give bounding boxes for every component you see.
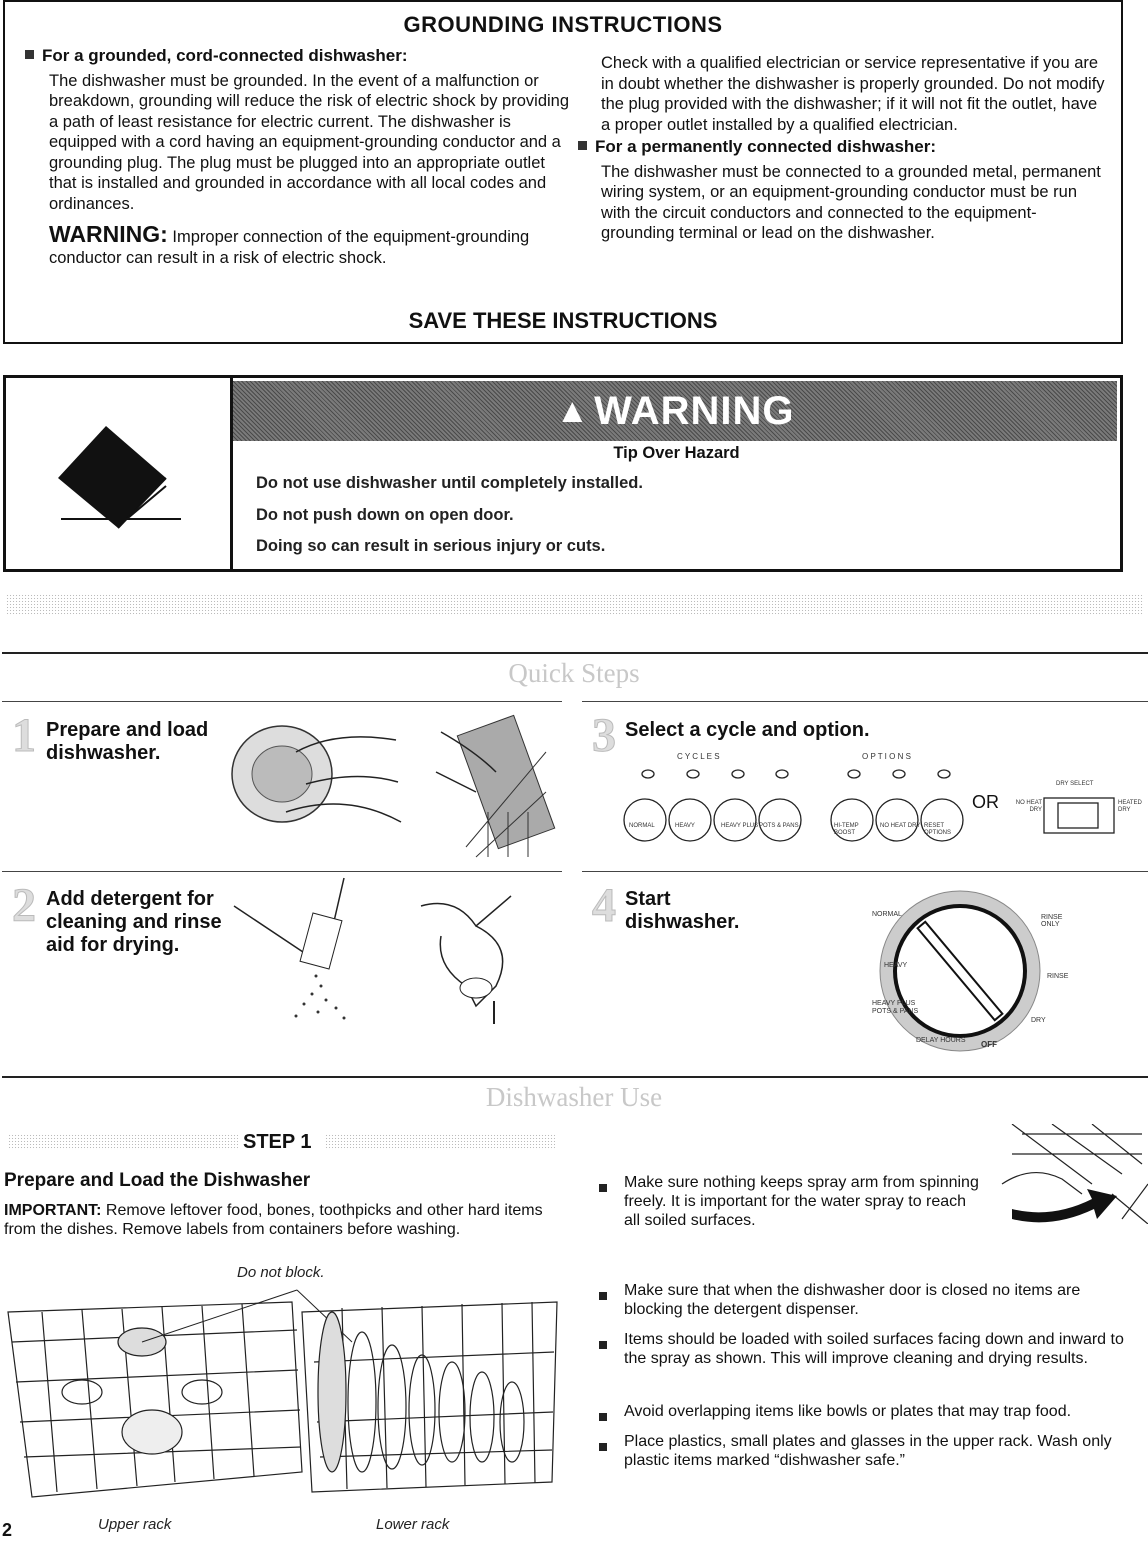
- step-3-text: Select a cycle and option.: [625, 719, 870, 741]
- warning-banner-text: WARNING: [594, 388, 795, 433]
- cord-heading: For a grounded, cord-connected dishwasher:: [42, 46, 408, 65]
- grounding-right-column: [578, 53, 1108, 244]
- tip-over-icon-cell: [6, 378, 233, 569]
- dry-select-label: DRY SELECT: [1056, 781, 1094, 787]
- option-button-labels: [834, 823, 974, 837]
- save-instructions: SAVE THESE INSTRUCTIONS: [408, 308, 718, 333]
- dial-label: HEAVY PLUS POTS & PANS: [872, 1000, 919, 1015]
- bullet-icon: [599, 1408, 607, 1426]
- control-panel-illustration: [600, 765, 1148, 860]
- step-4-text: Start dishwasher.: [625, 888, 740, 933]
- no-heat-dry-label: NO HEAT DRY: [1015, 800, 1042, 813]
- bullet-square-icon: [25, 50, 34, 59]
- step-number-2: 2: [12, 879, 36, 932]
- page-number: 2: [2, 1520, 13, 1540]
- warning-banner: [233, 381, 1117, 441]
- bullet-icon: [599, 1438, 607, 1456]
- divider: [582, 701, 1148, 702]
- dishwasher-use-rule: [2, 1076, 1148, 1078]
- quick-steps-title: Quick Steps: [508, 658, 640, 688]
- do-not-block-caption: Do not block.: [237, 1264, 325, 1281]
- bullet-icon: [599, 1179, 607, 1197]
- dishwasher-use-title: Dishwasher Use: [485, 1082, 663, 1112]
- step-1-text: Prepare and load dishwasher.: [46, 719, 209, 764]
- dial-label: OFF: [981, 1040, 997, 1049]
- step-number-3: 3: [592, 709, 616, 762]
- divider: [582, 871, 1148, 872]
- grounding-left-column: [25, 46, 573, 268]
- or-label: OR: [972, 792, 999, 812]
- bullet-text-4: Avoid overlapping items like bowls or plates that may trap food.: [624, 1403, 1072, 1420]
- prepare-load-heading: Prepare and Load the Dishwasher: [4, 1170, 311, 1191]
- warning-text: Improper connection of the equipment-grounding conductor can result in a risk of electric shock.: [49, 228, 530, 267]
- bullet-icon: [599, 1287, 607, 1305]
- bullet-text-1: Make sure nothing keeps spray arm from spinning freely. It is important for the water spray to reach all soiled surfaces.: [624, 1174, 979, 1229]
- upper-rack-caption: Upper rack: [98, 1516, 172, 1533]
- decorative-dot-band: [8, 1134, 238, 1150]
- load-dishwasher-illustration: [226, 712, 556, 860]
- cord-text: The dishwasher must be grounded. In the event of a malfunction or breakdown, grounding will reduce the risk of electric shock by providing a path of least resistance for electric current. The dishwasher is equipped with a cord having an equipment-grounding conductor and a grounding plug. The plug must be plugged into an appropriate outlet that is installed and grounded in accordance with all local codes and ordinances.: [49, 71, 570, 213]
- quick-steps-rule: [2, 652, 1148, 654]
- decorative-dot-band: [6, 594, 1144, 616]
- spray-arm-illustration: [992, 1124, 1148, 1224]
- decorative-dot-band: [325, 1134, 555, 1150]
- tip-over-warning-box: [3, 375, 1123, 572]
- bullet-square-icon: [578, 141, 587, 150]
- dial-label: NORMAL: [872, 911, 902, 918]
- cycle-label: POTS & PANS: [759, 823, 799, 829]
- option-label: RESET OPTIONS: [924, 823, 952, 836]
- divider: [2, 871, 562, 872]
- option-label: HI-TEMP BOOST: [834, 823, 859, 836]
- important-label: IMPORTANT:: [4, 1202, 102, 1219]
- warning-triangle-icon: ▲: [555, 391, 591, 430]
- warning-line-1: Do not use dishwasher until completely installed.: [256, 474, 643, 492]
- perm-text: The dishwasher must be connected to a grounded metal, permanent wiring system, or an equipment-grounding conductor must be run with the circuit conductors and connected to the equipment-grounding terminal or lead on the dishwasher.: [601, 162, 1101, 242]
- cycle-label: NORMAL: [629, 823, 655, 829]
- dial-label: DRY: [1031, 1017, 1046, 1024]
- add-detergent-illustration: [226, 876, 546, 1026]
- cycle-label: HEAVY PLUS: [721, 823, 759, 829]
- cycles-label: C Y C L E S: [677, 752, 720, 761]
- dial-label: RINSE ONLY: [1041, 914, 1063, 928]
- heated-dry-label: HEATED DRY: [1118, 800, 1142, 813]
- step-1-label: STEP 1: [243, 1131, 312, 1153]
- lower-rack-caption: Lower rack: [376, 1516, 450, 1533]
- step-2-text: Add detergent for cleaning and rinse aid for drying.: [46, 888, 222, 956]
- dial-label: HEAVY: [884, 962, 908, 969]
- warning-line-3: Doing so can result in serious injury or cuts.: [256, 537, 606, 555]
- perm-heading: For a permanently connected dishwasher:: [595, 137, 937, 156]
- bullet-text-5: Place plastics, small plates and glasses in the upper rack. Wash only plastic items marked “dishwasher safe.”: [624, 1433, 1112, 1469]
- grounding-title: GROUNDING INSTRUCTIONS: [403, 12, 723, 37]
- dishwasher-racks-illustration: [2, 1282, 562, 1512]
- check-text: Check with a qualified electrician or service representative if you are in doubt whether the dishwasher is properly grounded. Do not modify the plug provided with the dishwasher; if it will not fit the outlet, have a proper outlet installed by a qualified electrician.: [601, 54, 1105, 134]
- step-number-1: 1: [12, 709, 36, 762]
- bullet-text-2: Make sure that when the dishwasher door is closed no items are blocking the detergent dispenser.: [624, 1282, 1081, 1318]
- tip-over-hazard-icon: [6, 378, 230, 569]
- important-paragraph: [4, 1201, 559, 1239]
- dial-label: DELAY HOURS: [916, 1037, 966, 1044]
- hazard-title: Tip Over Hazard: [613, 444, 740, 462]
- bullet-text-3: Items should be loaded with soiled surfaces facing down and inward to the spray as shown. This will improve cleaning and drying results.: [624, 1331, 1124, 1367]
- option-label: NO HEAT DRY: [880, 823, 921, 829]
- important-text: Remove leftover food, bones, toothpicks and other hard items from the dishes. Remove labels from containers before washing.: [4, 1202, 543, 1238]
- warning-line-2: Do not push down on open door.: [256, 506, 514, 524]
- warning-label: WARNING:: [49, 221, 168, 247]
- bullet-icon: [599, 1336, 607, 1354]
- grounding-instructions-box: [3, 0, 1123, 344]
- warning-paragraph: [25, 221, 573, 268]
- step-number-4: 4: [592, 879, 616, 932]
- divider: [2, 701, 562, 702]
- dial-label: RINSE: [1047, 973, 1069, 980]
- cycle-button-labels: [629, 823, 829, 830]
- cycle-label: HEAVY: [675, 823, 695, 829]
- options-label: O P T I O N S: [862, 752, 911, 761]
